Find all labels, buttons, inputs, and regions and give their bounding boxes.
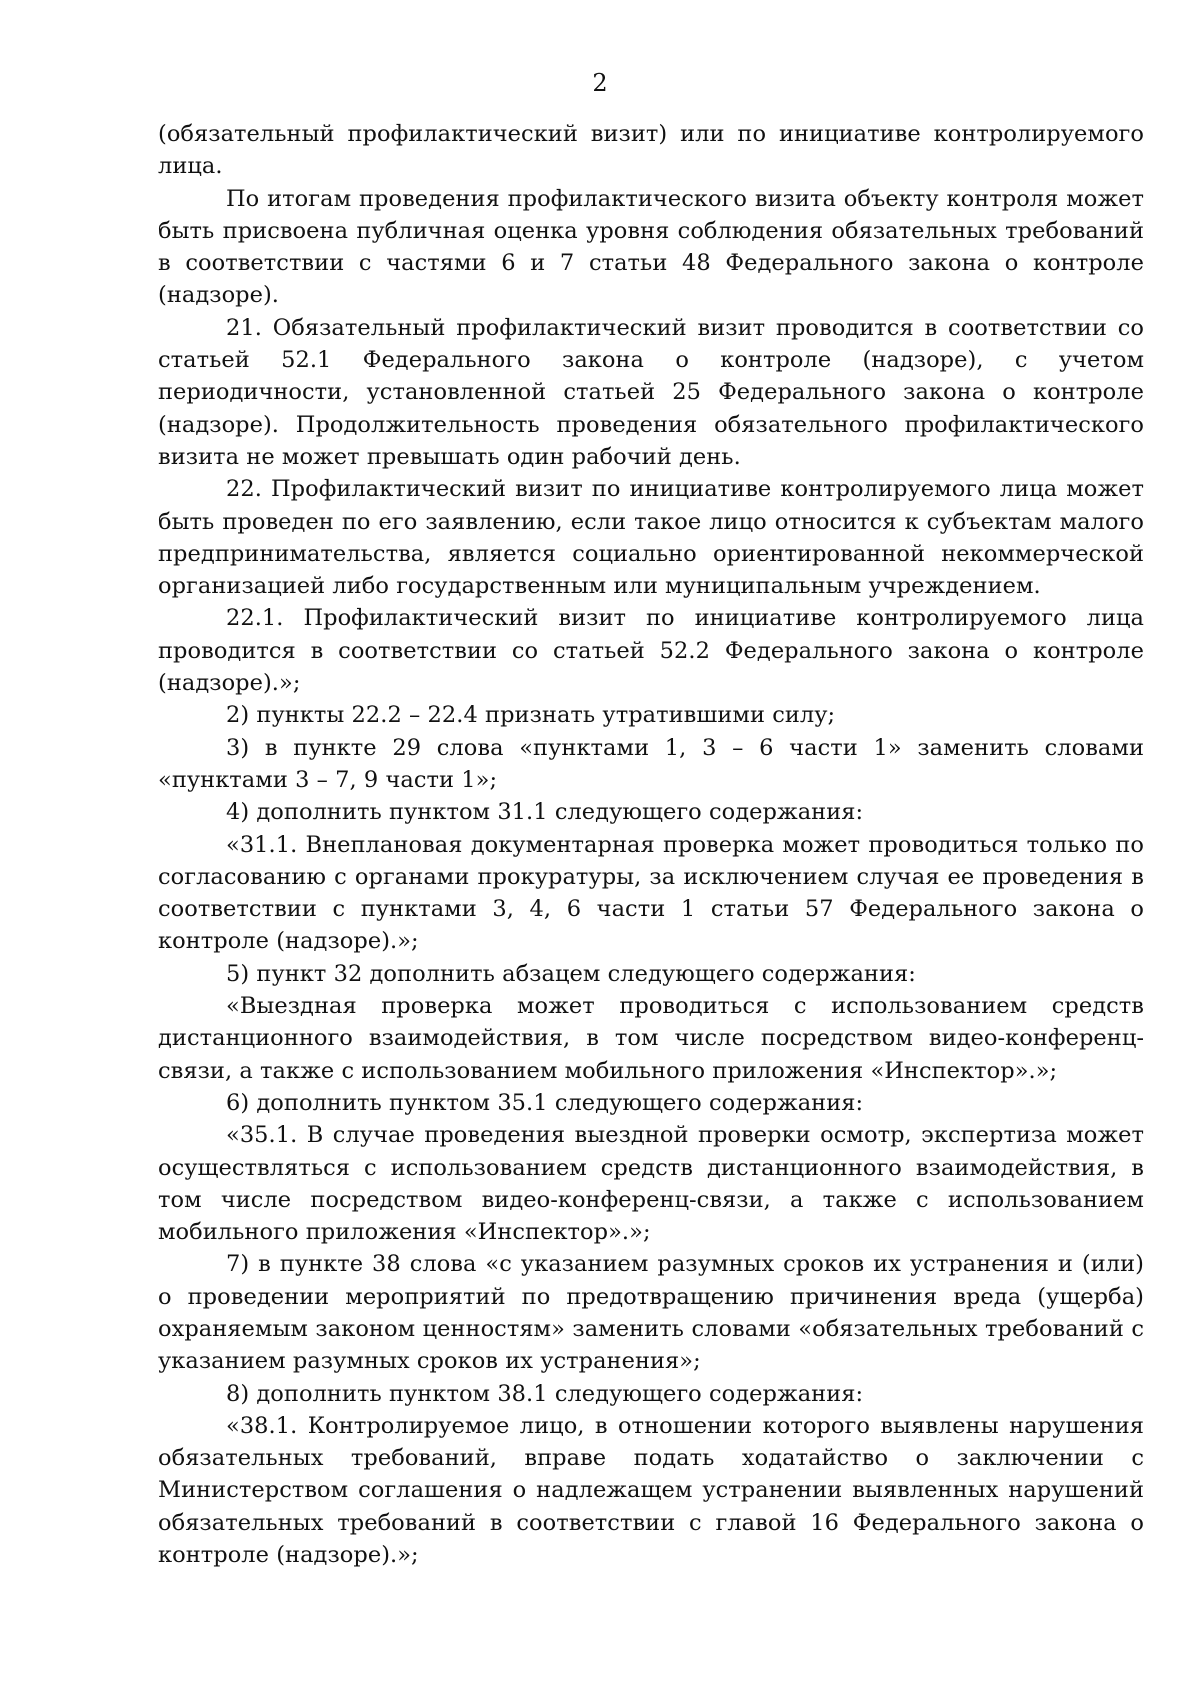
paragraph-item-21: 21. Обязательный профилактический визит проводится в соответствии со статьей 52.1 Федерального закона о контроле (надзоре), с учетом периодичности, установленной статьей 25 Федерального закона о контроле (надзоре). Продолжительность проведения обязательного профилактического визита не может превышать один рабочий день. [158, 314, 1144, 470]
paragraph-onsite-inspection: «Выездная проверка может проводиться с использованием средств дистанционного взаимодействия, в том числе посредством видео-конференц-связи, а также с использованием мобильного приложения «Инспектор».»; [158, 993, 1144, 1084]
paragraph-item-22-1: 22.1. Профилактический визит по инициативе контролируемого лица проводится в соответствии со статьей 52.2 Федерального закона о контроле (надзоре).»; [158, 605, 1144, 697]
paragraph-amendment-8: 8) дополнить пунктом 38.1 следующего содержания: [226, 1380, 864, 1407]
paragraph-continuation: (обязательный профилактический визит) или по инициативе контролируемого лица. [158, 121, 1144, 180]
document-body [158, 118, 1144, 1571]
page-number: 2 [592, 69, 608, 97]
paragraph-amendment-6: 6) дополнить пунктом 35.1 следующего содержания: [226, 1089, 864, 1116]
paragraph-amendment-5: 5) пункт 32 дополнить абзацем следующего содержания: [226, 960, 916, 987]
paragraph-amendment-3: 3) в пункте 29 слова «пунктами 1, 3 – 6 части 1» заменить словами «пунктами 3 – 7, 9 части 1»; [158, 734, 1144, 793]
paragraph-amendment-2: 2) пункты 22.2 – 22.4 признать утратившими силу; [226, 702, 836, 729]
paragraph-public-assessment: По итогам проведения профилактического визита объекту контроля может быть присвоена публичная оценка уровня соблюдения обязательных требований в соответствии с частями 6 и 7 статьи 48 Федерального закона о контроле (надзоре). [158, 185, 1144, 309]
paragraph-item-35-1: «35.1. В случае проведения выездной проверки осмотр, экспертиза может осуществляться с использованием средств дистанционного взаимодействия, в том числе посредством видео-конференц-связи, а также с использованием мобильного приложения «Инспектор».»; [158, 1122, 1144, 1246]
paragraph-item-31-1: «31.1. Внеплановая документарная проверка может проводиться только по согласованию с органами прокуратуры, за исключением случая ее проведения в соответствии с пунктами 3, 4, 6 части 1 статьи 57 Федерального закона о контроле (надзоре).»; [158, 831, 1144, 955]
paragraph-item-22: 22. Профилактический визит по инициативе контролируемого лица может быть проведен по его заявлению, если такое лицо относится к субъектам малого предпринимательства, является социально ориентированной некоммерческой организацией либо государственным или муниципальным учреждением. [158, 476, 1144, 600]
paragraph-item-38-1: «38.1. Контролируемое лицо, в отношении которого выявлены нарушения обязательных требований, вправе подать ходатайство о заключении с Министерством соглашения о надлежащем устранении выявленных нарушений обязательных требований в соответствии с главой 16 Федерального закона о контроле (надзоре).»; [158, 1412, 1144, 1569]
paragraph-amendment-4: 4) дополнить пунктом 31.1 следующего содержания: [226, 799, 864, 826]
paragraph-amendment-7: 7) в пункте 38 слова «с указанием разумных сроков их устранения и (или) о проведении мероприятий по предотвращению причинения вреда (ущерба) охраняемым законом ценностям» заменить словами «обязательных требований с указанием разумных сроков их устранения»; [158, 1251, 1144, 1375]
